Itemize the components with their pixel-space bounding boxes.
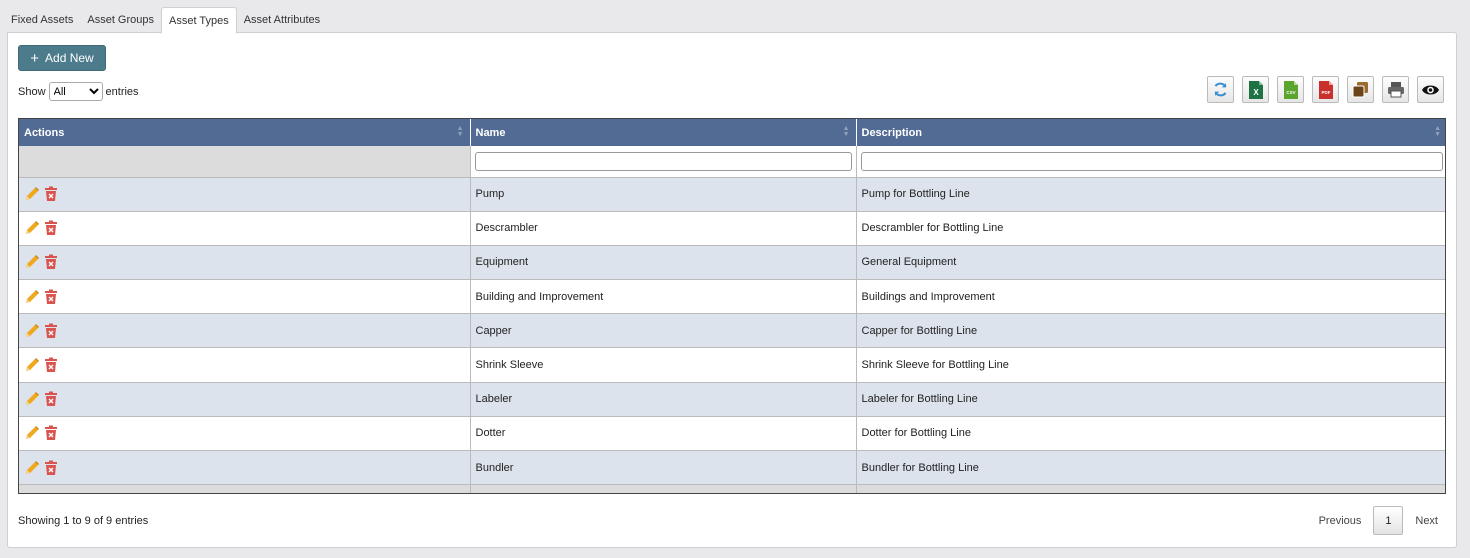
table-row xyxy=(19,211,1446,245)
description-filter-input[interactable] xyxy=(861,152,1444,171)
table-footer-spacer xyxy=(19,485,1446,494)
excel-button[interactable] xyxy=(1242,76,1269,103)
eye-icon xyxy=(1421,83,1440,97)
plus-icon: + xyxy=(30,49,40,67)
column-header-actions-label: Actions xyxy=(24,126,65,139)
actions-cell xyxy=(19,177,470,211)
column-header-description[interactable] xyxy=(856,119,1446,146)
table-row xyxy=(19,451,1446,485)
description-cell: Capper for Bottling Line xyxy=(856,314,1446,348)
delete-icon[interactable] xyxy=(44,254,58,270)
name-cell: Pump xyxy=(470,177,856,211)
name-cell: Descrambler xyxy=(470,211,856,245)
column-header-name[interactable] xyxy=(470,119,856,146)
filter-cell-actions xyxy=(19,146,470,177)
actions-cell xyxy=(19,382,470,416)
edit-icon[interactable] xyxy=(24,323,40,339)
name-cell: Capper xyxy=(470,314,856,348)
actions-cell xyxy=(19,416,470,450)
delete-icon[interactable] xyxy=(44,425,58,441)
edit-icon[interactable] xyxy=(24,460,40,476)
pdf-button[interactable] xyxy=(1312,76,1339,103)
table-row xyxy=(19,348,1446,382)
previous-page-button[interactable]: Previous xyxy=(1318,514,1362,527)
description-cell: Pump for Bottling Line xyxy=(856,177,1446,211)
delete-icon[interactable] xyxy=(44,289,58,305)
edit-icon[interactable] xyxy=(24,357,40,373)
delete-icon[interactable] xyxy=(44,186,58,202)
sort-icon: ▲ ▼ xyxy=(456,125,464,138)
edit-icon[interactable] xyxy=(24,254,40,270)
column-header-name-label: Name xyxy=(475,126,506,139)
print-button[interactable] xyxy=(1382,76,1409,103)
table-info: Showing 1 to 9 of 9 entries xyxy=(18,515,149,527)
column-visibility-button[interactable] xyxy=(1417,76,1444,103)
edit-icon[interactable] xyxy=(24,391,40,407)
page-1-button[interactable]: 1 xyxy=(1373,506,1403,535)
description-cell: General Equipment xyxy=(856,245,1446,279)
table-row xyxy=(19,177,1446,211)
tab-asset-attributes[interactable]: Asset Attributes xyxy=(243,14,321,26)
next-page-button[interactable]: Next xyxy=(1415,514,1438,527)
delete-icon[interactable] xyxy=(44,391,58,407)
filter-row xyxy=(19,146,1446,177)
name-cell: Shrink Sleeve xyxy=(470,348,856,382)
table-row xyxy=(19,245,1446,279)
actions-cell xyxy=(19,211,470,245)
description-cell: Descrambler for Bottling Line xyxy=(856,211,1446,245)
pagination xyxy=(1319,506,1438,535)
delete-icon[interactable] xyxy=(44,220,58,236)
filter-cell-name xyxy=(470,146,856,177)
name-cell: Bundler xyxy=(470,451,856,485)
copy-button[interactable] xyxy=(1347,76,1374,103)
filter-cell-description xyxy=(856,146,1446,177)
description-cell: Dotter for Bottling Line xyxy=(856,416,1446,450)
add-new-label: Add New xyxy=(45,51,94,65)
column-header-description-label: Description xyxy=(861,126,923,139)
name-cell: Labeler xyxy=(470,382,856,416)
tab-asset-groups[interactable]: Asset Groups xyxy=(87,14,154,26)
actions-cell xyxy=(19,245,470,279)
asset-types-table xyxy=(18,118,1446,494)
pdf-icon xyxy=(1319,81,1333,99)
spacer-cell xyxy=(470,485,856,494)
edit-icon[interactable] xyxy=(24,289,40,305)
tab-fixed-assets[interactable]: Fixed Assets xyxy=(11,14,74,26)
copy-icon xyxy=(1352,81,1369,98)
show-label: Show xyxy=(18,85,46,98)
delete-icon[interactable] xyxy=(44,460,58,476)
description-cell: Buildings and Improvement xyxy=(856,280,1446,314)
table-row xyxy=(19,314,1446,348)
sort-icon: ▲ ▼ xyxy=(842,125,850,138)
actions-cell xyxy=(19,280,470,314)
edit-icon[interactable] xyxy=(24,186,40,202)
print-icon xyxy=(1387,81,1405,98)
name-cell: Equipment xyxy=(470,245,856,279)
description-cell: Labeler for Bottling Line xyxy=(856,382,1446,416)
name-cell: Dotter xyxy=(470,416,856,450)
description-cell: Shrink Sleeve for Bottling Line xyxy=(856,348,1446,382)
add-new-button[interactable] xyxy=(18,45,106,71)
entries-select[interactable] xyxy=(49,82,103,101)
column-header-actions[interactable] xyxy=(19,119,470,146)
name-cell: Building and Improvement xyxy=(470,280,856,314)
entries-label: entries xyxy=(105,85,139,98)
excel-icon xyxy=(1249,81,1263,99)
edit-icon[interactable] xyxy=(24,220,40,236)
description-cell: Bundler for Bottling Line xyxy=(856,451,1446,485)
edit-icon[interactable] xyxy=(24,425,40,441)
svg-text:PDF: PDF xyxy=(1321,89,1330,95)
svg-text:X: X xyxy=(1252,87,1259,97)
spacer-cell xyxy=(19,485,470,494)
length-control xyxy=(18,82,139,101)
spacer-cell xyxy=(856,485,1446,494)
actions-cell xyxy=(19,451,470,485)
delete-icon[interactable] xyxy=(44,357,58,373)
sort-icon: ▲ ▼ xyxy=(1434,125,1441,138)
svg-text:CSV: CSV xyxy=(1285,89,1296,95)
content-panel xyxy=(7,32,1457,548)
tab-asset-types[interactable]: Asset Types xyxy=(161,7,237,34)
table-row xyxy=(19,416,1446,450)
csv-icon xyxy=(1284,81,1298,99)
delete-icon[interactable] xyxy=(44,323,58,339)
export-toolbar xyxy=(1207,76,1444,103)
table-row xyxy=(19,280,1446,314)
name-filter-input[interactable] xyxy=(475,152,852,171)
actions-cell xyxy=(19,314,470,348)
table-row xyxy=(19,382,1446,416)
csv-button[interactable] xyxy=(1277,76,1304,103)
refresh-button[interactable] xyxy=(1207,76,1234,103)
refresh-icon xyxy=(1212,81,1229,98)
tab-bar xyxy=(4,7,327,33)
actions-cell xyxy=(19,348,470,382)
